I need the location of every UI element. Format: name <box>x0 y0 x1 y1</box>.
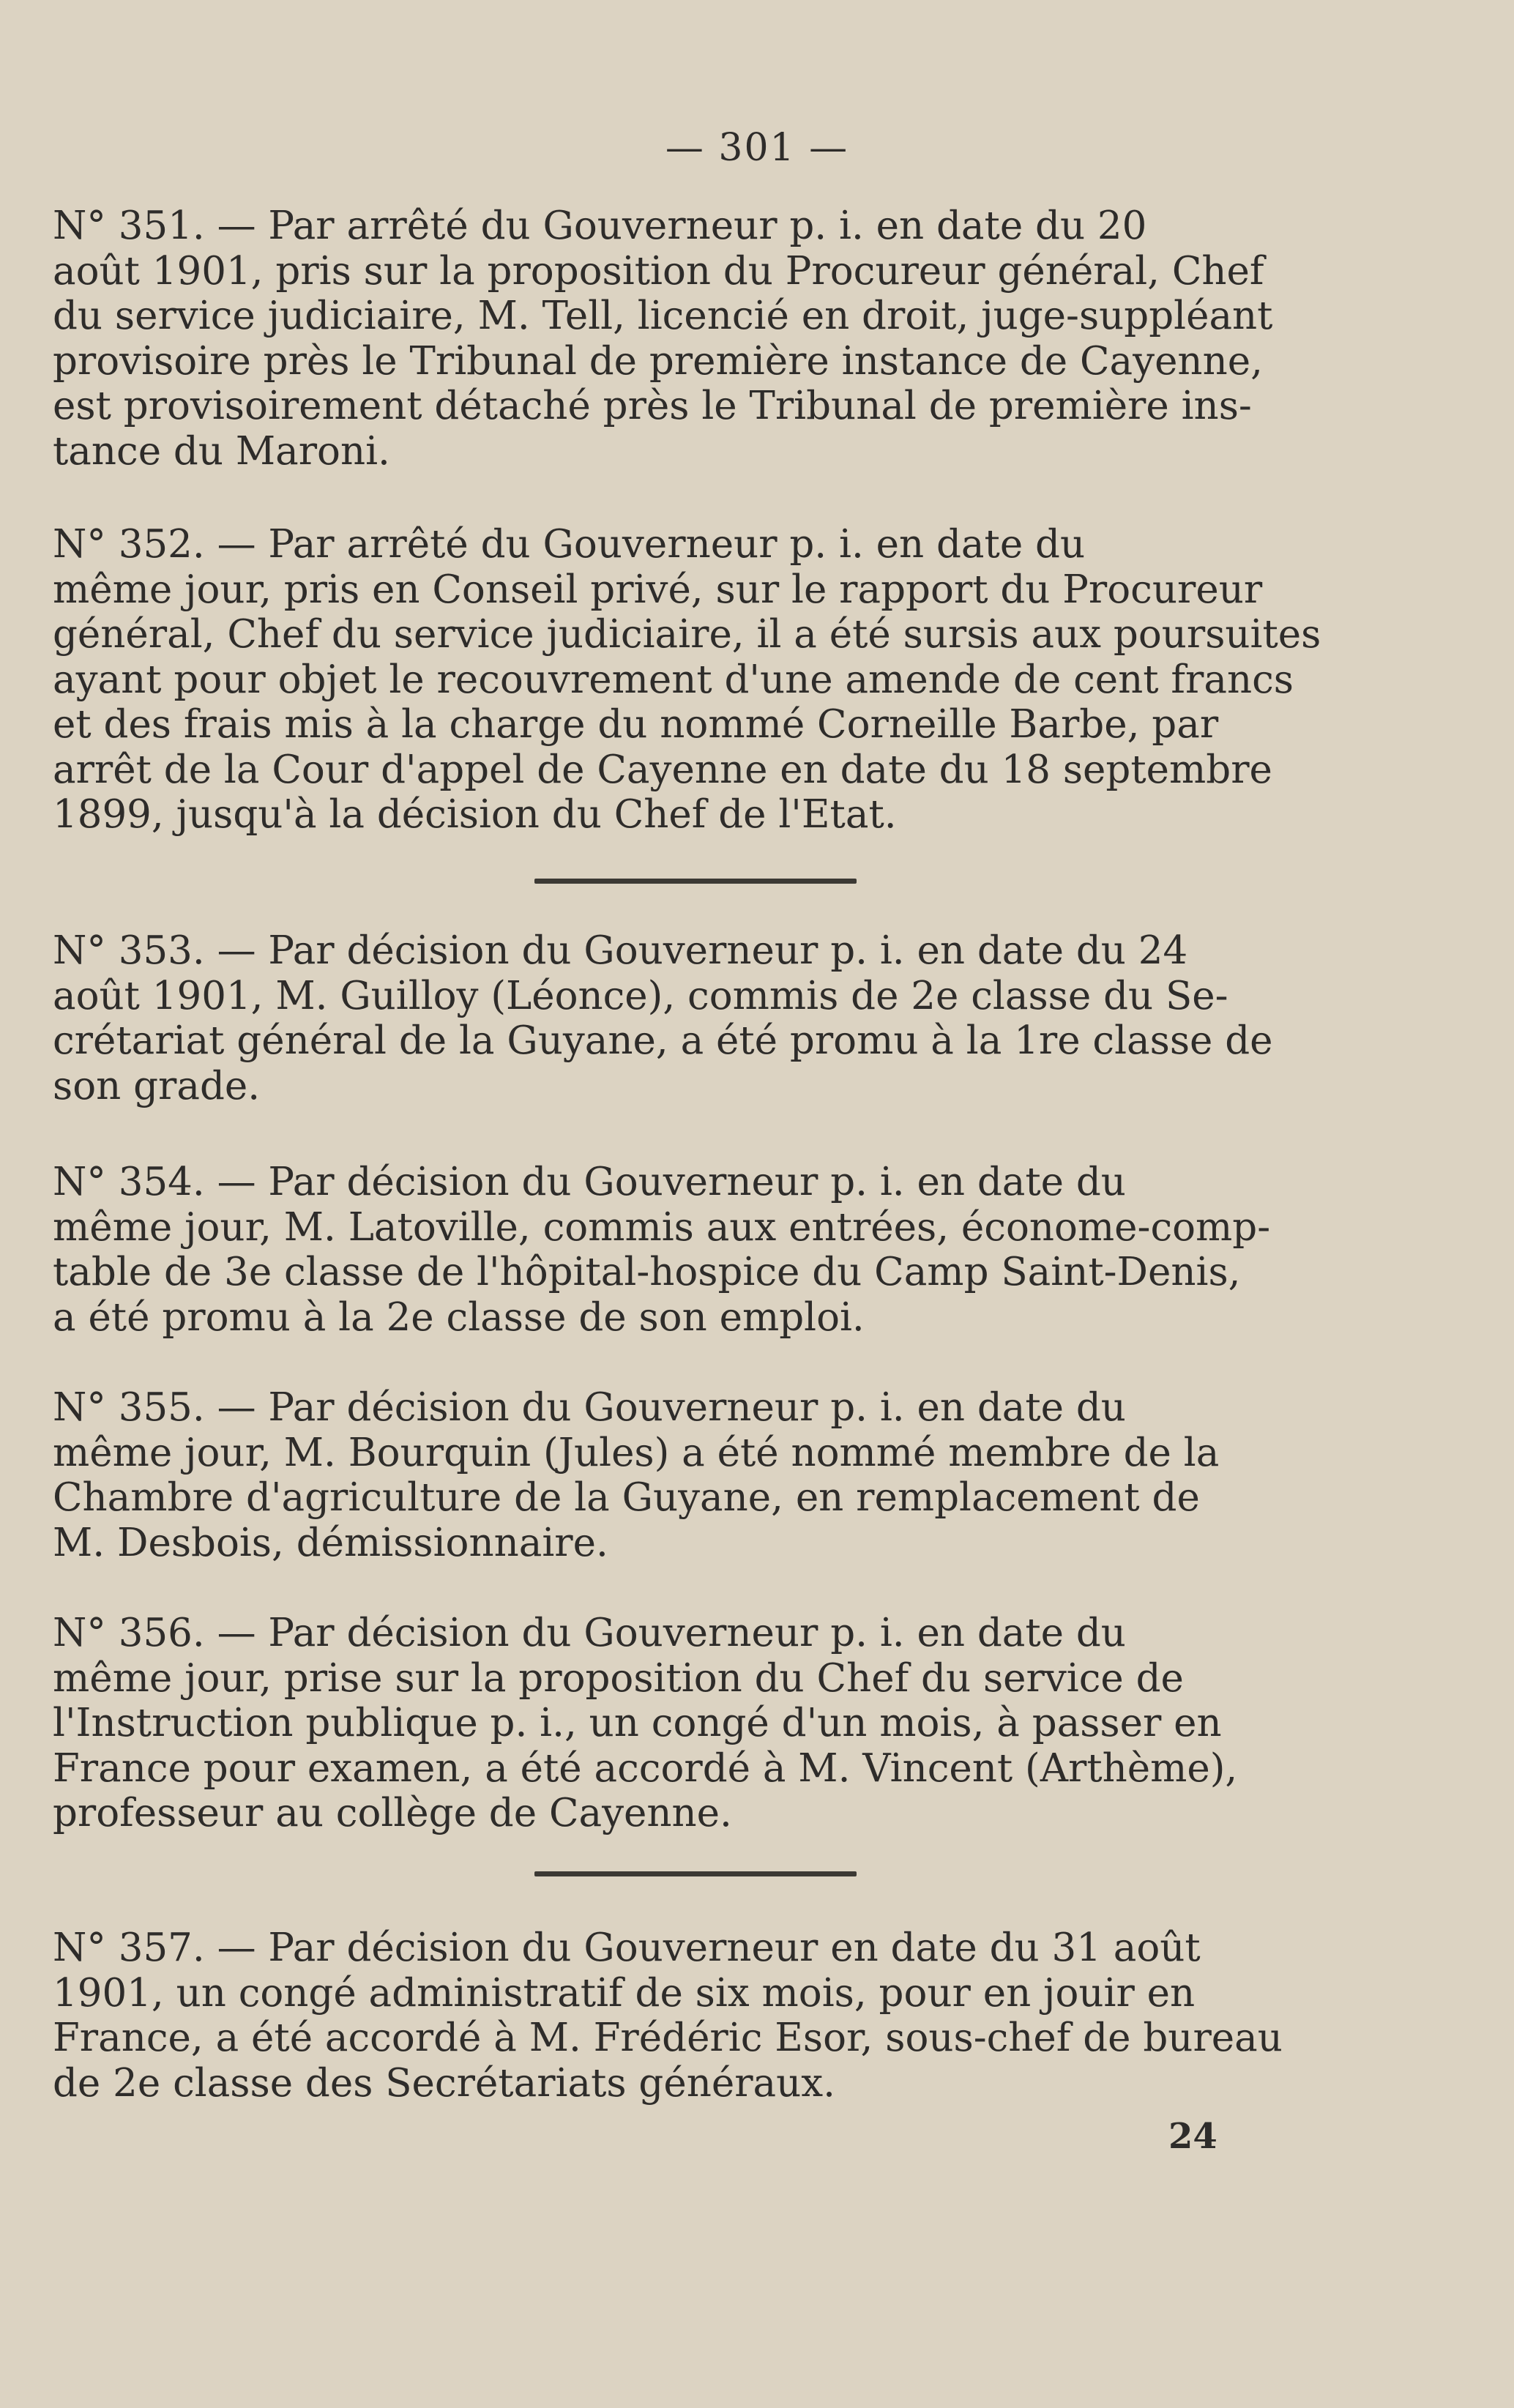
entry-line: N° 354. — Par décision du Gouverneur p. i. en date du <box>53 1160 1126 1204</box>
entry-line: provisoire près le Tribunal de première instance de Cayenne, <box>53 338 1263 384</box>
entry-line: table de 3e classe de l'hôpital-hospice du Camp Saint-Denis, <box>53 1250 1241 1294</box>
entry-line: N° 355. — Par décision du Gouverneur p. i. en date du <box>53 1385 1126 1430</box>
entry-line: N° 356. — Par décision du Gouverneur p. i. en date du <box>53 1611 1126 1655</box>
entry-line: général, Chef du service judiciaire, il a été sursis aux poursuites <box>53 612 1321 657</box>
entry-line: N° 353. — Par décision du Gouverneur p. i. en date du 24 <box>53 928 1188 973</box>
entry-line: Chambre d'agriculture de la Guyane, en remplacement de <box>53 1475 1200 1520</box>
entry-line: même jour, M. Latoville, commis aux entrées, économe-comp- <box>53 1204 1271 1250</box>
entry-line: France, a été accordé à M. Frédéric Esor, sous-chef de bureau <box>53 2016 1283 2060</box>
entry-line: l'Instruction publique p. i., un congé d'un mois, à passer en <box>53 1701 1222 1745</box>
entry-line: août 1901, pris sur la proposition du Procureur général, Chef <box>53 248 1264 294</box>
entry-355 <box>53 1385 1350 1565</box>
entry-line: 1901, un congé administratif de six mois, pour en jouir en <box>53 1970 1196 2016</box>
section-divider <box>534 1871 857 1876</box>
entry-line: août 1901, M. Guilloy (Léonce), commis de 2e classe du Se- <box>53 973 1228 1018</box>
entry-351 <box>53 204 1350 474</box>
entry-line: N° 357. — Par décision du Gouverneur en date du 31 août <box>53 1926 1201 1970</box>
entry-357 <box>53 1926 1350 2106</box>
entry-line: tance du Maroni. <box>53 428 390 474</box>
section-divider <box>534 879 857 884</box>
entry-line: du service judiciaire, M. Tell, licencié en droit, juge-suppléant <box>53 294 1273 338</box>
entry-line: même jour, pris en Conseil privé, sur le rapport du Procureur <box>53 567 1263 612</box>
entry-line: même jour, prise sur la proposition du Chef du service de <box>53 1655 1184 1701</box>
entry-line: ayant pour objet le recouvrement d'une amende de cent francs <box>53 657 1294 702</box>
entry-line: 1899, jusqu'à la décision du Chef de l'Etat. <box>53 792 897 837</box>
page-number: — 301 — <box>665 126 849 170</box>
entry-line: N° 352. — Par arrêté du Gouverneur p. i. en date du <box>53 522 1086 567</box>
entry-354 <box>53 1160 1350 1340</box>
entry-line: est provisoirement détaché près le Tribunal de première ins- <box>53 384 1252 428</box>
entry-line: son grade. <box>53 1063 261 1108</box>
signature-mark: 24 <box>1168 2116 1217 2157</box>
entry-line: même jour, M. Bourquin (Jules) a été nommé membre de la <box>53 1430 1220 1475</box>
entry-line: de 2e classe des Secrétariats généraux. <box>53 2060 836 2106</box>
entry-line: France pour examen, a été accordé à M. Vincent (Arthème), <box>53 1745 1238 1791</box>
entry-line: M. Desbois, démissionnaire. <box>53 1520 608 1565</box>
entry-353 <box>53 928 1350 1108</box>
entry-line: crétariat général de la Guyane, a été promu à la 1re classe de <box>53 1018 1273 1063</box>
entry-352 <box>53 522 1350 838</box>
entry-line: professeur au collège de Cayenne. <box>53 1791 732 1835</box>
entry-356 <box>53 1611 1350 1836</box>
entry-line: N° 351. — Par arrêté du Gouverneur p. i. en date du 20 <box>53 204 1147 248</box>
entry-line: a été promu à la 2e classe de son emploi. <box>53 1294 865 1340</box>
entry-line: et des frais mis à la charge du nommé Corneille Barbe, par <box>53 702 1219 747</box>
entry-line: arrêt de la Cour d'appel de Cayenne en date du 18 septembre <box>53 747 1272 792</box>
